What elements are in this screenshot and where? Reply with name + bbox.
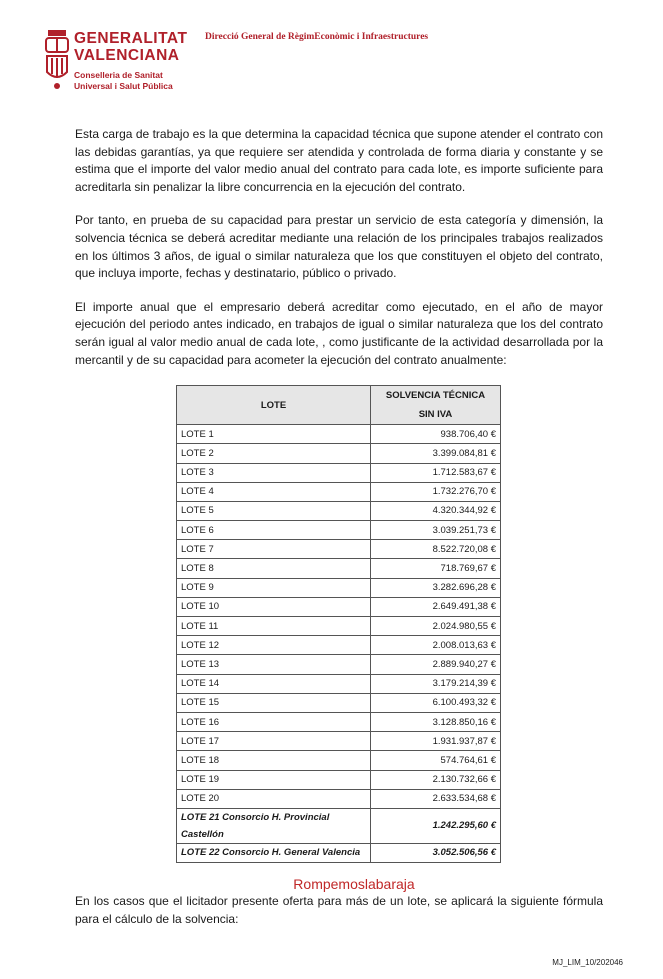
paragraph-3: El importe anual que el empresario deberá acreditar como ejecutado, en el año de mayor ejecución del periodo antes indicado, en trabajos de igual o similar naturaleza que los del contrato serán igual al valor medio anual de cada lote, , como justificante de la actividad desarrollada por la mercantil y de su capacidad para acometer la ejecución del contrato anualmente: bbox=[75, 299, 603, 367]
table-body bbox=[177, 425, 501, 863]
logo-title-line1: GENERALITAT bbox=[74, 30, 188, 47]
paragraph-2: Por tanto, en prueba de su capacidad para prestar un servicio de esta categoría y dimensión, la solvencia técnica se deberá acreditar mediante una relación de los principales trabajos realizados en los últimos 3 años, de igual o similar naturaleza que los que constituyen el objeto del contrato, que incluya importe, fechas y destinatario, público o privado. bbox=[75, 213, 603, 281]
lote-cell: LOTE 13 bbox=[177, 655, 371, 674]
generalitat-logo-icon bbox=[44, 28, 70, 92]
header-solvencia-line1: SOLVENCIA TÉCNICA bbox=[385, 390, 486, 402]
table-row bbox=[177, 463, 501, 482]
document-reference: MJ_LIM_10/202046 bbox=[552, 958, 623, 967]
lote-cell: LOTE 1 bbox=[177, 425, 371, 444]
logo-sub-line2: Universal i Salut Pública bbox=[74, 80, 173, 91]
letterhead bbox=[40, 18, 640, 98]
lote-cell: LOTE 3 bbox=[177, 463, 371, 482]
lote-cell: LOTE 4 bbox=[177, 482, 371, 501]
solvencia-cell: 2.130.732,66 € bbox=[371, 770, 501, 789]
solvencia-cell: 4.320.344,92 € bbox=[371, 501, 501, 520]
solvencia-cell: 3.282.696,28 € bbox=[371, 578, 501, 597]
table-row bbox=[177, 808, 501, 843]
table-row bbox=[177, 693, 501, 712]
lote-cell: LOTE 11 bbox=[177, 617, 371, 636]
logo-subtitle bbox=[74, 70, 173, 91]
table-row bbox=[177, 712, 501, 731]
table-row bbox=[177, 597, 501, 616]
table-header-row bbox=[177, 386, 501, 425]
header-solvencia bbox=[371, 386, 501, 425]
lote-cell: LOTE 8 bbox=[177, 559, 371, 578]
lote-cell: LOTE 21 Consorcio H. Provincial Castellón bbox=[177, 808, 371, 843]
solvencia-cell: 3.399.084,81 € bbox=[371, 444, 501, 463]
lote-cell: LOTE 5 bbox=[177, 501, 371, 520]
solvencia-cell: 2.008.013,63 € bbox=[371, 636, 501, 655]
lote-cell: LOTE 10 bbox=[177, 597, 371, 616]
table-row bbox=[177, 617, 501, 636]
table-row bbox=[177, 482, 501, 501]
logo-sub-line1: Conselleria de Sanitat bbox=[74, 70, 163, 80]
table-row bbox=[177, 444, 501, 463]
lote-cell: LOTE 9 bbox=[177, 578, 371, 597]
solvencia-cell: 3.052.506,56 € bbox=[371, 843, 501, 862]
table-row bbox=[177, 732, 501, 751]
solvencia-cell: 1.712.583,67 € bbox=[371, 463, 501, 482]
solvencia-cell: 3.128.850,16 € bbox=[371, 712, 501, 731]
solvencia-cell: 2.649.491,38 € bbox=[371, 597, 501, 616]
lote-cell: LOTE 17 bbox=[177, 732, 371, 751]
lote-cell: LOTE 2 bbox=[177, 444, 371, 463]
lote-cell: LOTE 16 bbox=[177, 712, 371, 731]
table-row bbox=[177, 674, 501, 693]
directorate-name: Direcció General de RègimEconòmic i Infraestructures bbox=[205, 32, 429, 42]
solvencia-cell: 3.039.251,73 € bbox=[371, 521, 501, 540]
table-row bbox=[177, 521, 501, 540]
header-lote: LOTE bbox=[177, 386, 371, 425]
lote-cell: LOTE 7 bbox=[177, 540, 371, 559]
watermark-text: Rompemoslabaraja bbox=[293, 876, 415, 893]
solvencia-cell: 1.242.295,60 € bbox=[371, 808, 501, 843]
solvencia-cell: 574.764,61 € bbox=[371, 751, 501, 770]
table-row bbox=[177, 578, 501, 597]
paragraph-final: En los casos que el licitador presente oferta para más de un lote, se aplicará la siguiente fórmula para el cálculo de la solvencia: bbox=[75, 894, 603, 926]
lote-cell: LOTE 19 bbox=[177, 770, 371, 789]
table-row bbox=[177, 751, 501, 770]
solvencia-cell: 2.633.534,68 € bbox=[371, 789, 501, 808]
table-row bbox=[177, 501, 501, 520]
header-solvencia-line2: SIN IVA bbox=[418, 409, 453, 421]
solvencia-cell: 2.024.980,55 € bbox=[371, 617, 501, 636]
logo-title-line2: VALENCIANA bbox=[74, 47, 180, 64]
solvencia-cell: 8.522.720,08 € bbox=[371, 540, 501, 559]
solvencia-cell: 718.769,67 € bbox=[371, 559, 501, 578]
lote-cell: LOTE 22 Consorcio H. General Valencia bbox=[177, 843, 371, 862]
lote-cell: LOTE 12 bbox=[177, 636, 371, 655]
table-row bbox=[177, 559, 501, 578]
solvencia-cell: 1.732.276,70 € bbox=[371, 482, 501, 501]
table-row bbox=[177, 843, 501, 862]
logo-title bbox=[74, 30, 187, 64]
lote-cell: LOTE 6 bbox=[177, 521, 371, 540]
lote-cell: LOTE 18 bbox=[177, 751, 371, 770]
table-row bbox=[177, 636, 501, 655]
solvencia-cell: 6.100.493,32 € bbox=[371, 693, 501, 712]
table-row bbox=[177, 789, 501, 808]
solvencia-cell: 1.931.937,87 € bbox=[371, 732, 501, 751]
table-row bbox=[177, 425, 501, 444]
table-row bbox=[177, 770, 501, 789]
solvency-table bbox=[176, 385, 501, 863]
paragraph-1: Esta carga de trabajo es la que determina la capacidad técnica que supone atender el contrato con las debidas garantías, ya que requiere ser atendida y controlada de forma diaria y constante y se estima que el importe del valor medio anual del contrato para cada lote, es importe suficiente para acreditarla sin penalizar la libre concurrencia en la ejecución del contrato. bbox=[75, 127, 603, 194]
solvencia-cell: 2.889.940,27 € bbox=[371, 655, 501, 674]
solvencia-cell: 938.706,40 € bbox=[371, 425, 501, 444]
document-body bbox=[75, 126, 603, 944]
solvencia-cell: 3.179.214,39 € bbox=[371, 674, 501, 693]
lote-cell: LOTE 14 bbox=[177, 674, 371, 693]
lote-cell: LOTE 15 bbox=[177, 693, 371, 712]
table-row bbox=[177, 540, 501, 559]
lote-cell: LOTE 20 bbox=[177, 789, 371, 808]
table-row bbox=[177, 655, 501, 674]
